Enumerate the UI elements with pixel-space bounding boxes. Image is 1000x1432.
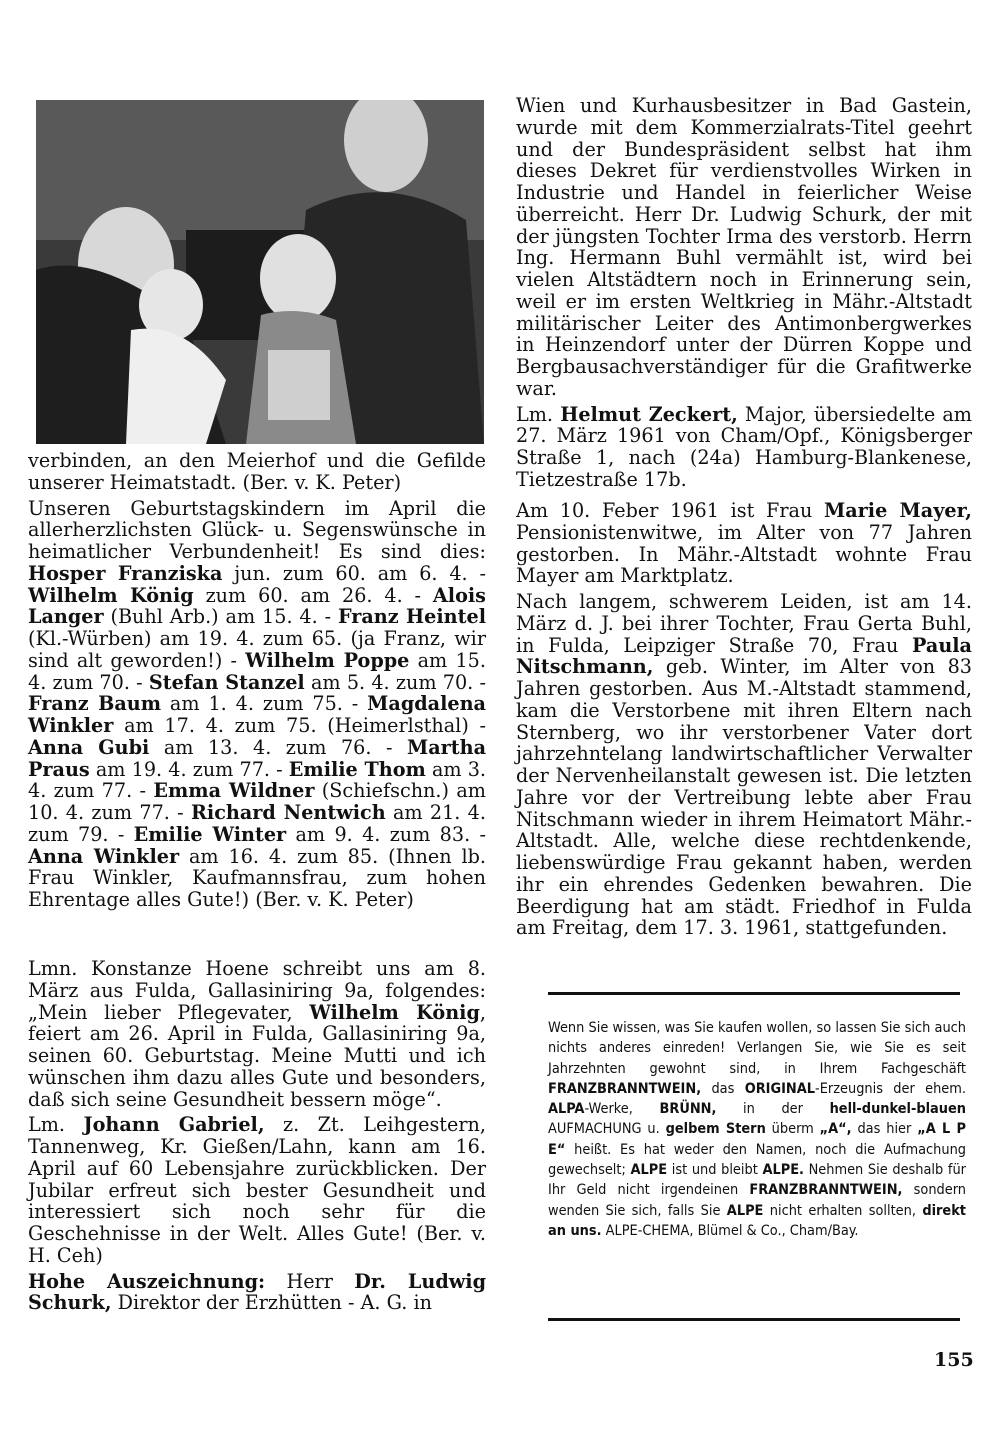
ad-top-rule — [548, 992, 960, 995]
paragraph-auszeichnung: Hohe Auszeichnung: Herr Dr. Ludwig Schurk, Direktor der Erzhütten - A. G. in — [28, 1269, 486, 1315]
paragraph-meierhof: verbinden, an den Meierhof und die Gefilde unserer Heimatstadt. (Ber. v. K. Peter) — [28, 449, 486, 494]
left-column-top — [28, 450, 486, 915]
alpe-advertisement: Wenn Sie wissen, was Sie kaufen wollen, so lassen Sie sich auch nichts anderes einreden! Verlangen Sie, wie Sie es seit Jahrzehnten gewohnt sind, in Ihrem Fachgeschäft FRANZBRANNTWEIN, das ORIGINAL-Erzeugnis der ehem. ALPA-Werke, BRÜNN, in der hell-dunkel-blauen AUFMACHUNG u. gelbem Stern überm „A“, das hier „A L P E“ heißt. Es hat weder den Namen, noch die Aufmachung gewechselt; ALPE ist und bleibt ALPE. Nehmen Sie deshalb für Ihr Geld nicht irgendeinen FRANZBRANNTWEIN, sondern wenden Sie sich, falls Sie ALPE nicht erhalten sollten, direkt an uns. ALPE-CHEMA, Blümel & Co., Cham/Bay. — [548, 1020, 967, 1239]
paragraph-nitschmann: Nach langem, schwerem Leiden, ist am 14. März d. J. bei ihrer Tochter, Frau Gerta Buhl, in Fulda, Leipziger Straße 70, Frau Paula Nitschmann, geb. Winter, im Alter von 83 Jahren gestorben. Aus M.-Altstadt stammend, kam die Verstorbene mit ihren Eltern nach Sternberg, wo ihr verstorbener Vater dort jahrzehntelang landwirtschaftlicher Verwalter der Nervenheilanstalt gewesen ist. Die letzten Jahre vor der Vertreibung lebte aber Frau Nitschmann wieder in ihrem Heimatort Mähr.-Altstadt. Alle, welche diese rechtdenkende, liebenswürdige Frau gekannt haben, werden ihr ein ehrendes Gedenken bewahren. Die Beerdigung hat am städt. Friedhof in Fulda am Freitag, dem 17. 3. 1961, stattgefunden. — [516, 590, 972, 940]
ad-bottom-rule — [548, 1318, 960, 1321]
page-number: 155 — [934, 1349, 974, 1371]
family-photo — [36, 100, 484, 444]
right-column-top — [516, 95, 972, 495]
paragraph-gabriel: Lm. Johann Gabriel, z. Zt. Leihgestern, Tannenweg, Kr. Gießen/Lahn, kann am 16. April auf 60 Lebensjahre zurückblicken. Der Jubilar erfreut sich bester Gesundheit und interessiert sich noch sehr für die Geschehnisse in der Welt. Alles Gute! (Ber. v. H. Ceh) — [28, 1113, 487, 1267]
paragraph-schurk-cont: Wien und Kurhausbesitzer in Bad Gastein, wurde mit dem Kommerzialrats-Titel geehrt und der Bundespräsident selbst hat ihm dieses Dekret für verdienstvolles Wirken in Industrie und Handel in feierlicher Weise überreicht. Herr Dr. Ludwig Schurk, der mit der jüngsten Tochter Irma des verstorb. Herrn Ing. Hermann Buhl vermählt ist, wird bei vielen Altstädtern noch in Erinnerung sein, weil er im ersten Weltkrieg in Mähr.-Altstadt militärischer Leiter des Antimonbergwerkes in Heinzendorf unter der Dürren Koppe und Bergbausachverständiger für die Grafitwerke war. — [516, 94, 972, 400]
paragraph-mayer: Am 10. Feber 1961 ist Frau Marie Mayer, Pensionistenwitwe, im Alter von 77 Jahren gestorben. In Mähr.-Altstadt wohnte Frau Mayer am Marktplatz. — [516, 499, 972, 588]
paragraph-hoene: Lmn. Konstanze Hoene schreibt uns am 8. März aus Fulda, Gallasiniring 9a, folgendes: „Mein lieber Pflegevater, Wilhelm König, feiert am 26. April in Fulda, Gallasiniring 9a, seinen 60. Geburtstag. Meine Mutti und ich wünschen ihm dazu alles Gute und besonders, daß sich seine Gesundheit bessern möge“. — [28, 957, 486, 1111]
paragraph-birthdays: Unseren Geburtstagskindern im April die allerherzlichsten Glück- u. Segenswünsche in heimatlicher Verbundenheit! Es sind dies: Hosper Franziska jun. zum 60. am 6. 4. - Wilhelm König zum 60. am 26. 4. - Alois Langer (Buhl Arb.) am 15. 4. - Franz Heintel (Kl.-Würben) am 19. 4. zum 65. (ja Franz, wir sind alt geworden!) - Wilhelm Poppe am 15. 4. zum 70. - Stefan Stanzel am 5. 4. zum 70. - Franz Baum am 1. 4. zum 75. - Magdalena Winkler am 17. 4. zum 75. (Heimerlsthal) - Anna Gubi am 13. 4. zum 76. - Martha Praus am 19. 4. zum 77. - Emilie Thom am 3. 4. zum 77. - Emma Wildner (Schiefschn.) am 10. 4. zum 77. - Richard Nentwich am 21. 4. zum 79. - Emilie Winter am 9. 4. zum 83. - Anna Winkler am 16. 4. zum 85. (Ihnen lb. Frau Winkler, Kaufmannsfrau, zum hohen Ehrentage alles Gute!) (Ber. v. K. Peter) — [28, 496, 487, 911]
paragraph-zeckert: Lm. Helmut Zeckert, Major, übersiedelte am 27. März 1961 von Cham/Opf., Königsberger Straße 1, nach (24a) Hamburg-Blankenese, Tietzestraße 17b. — [516, 402, 972, 491]
left-column-bottom — [28, 958, 486, 1318]
right-column-obituaries — [516, 500, 972, 943]
